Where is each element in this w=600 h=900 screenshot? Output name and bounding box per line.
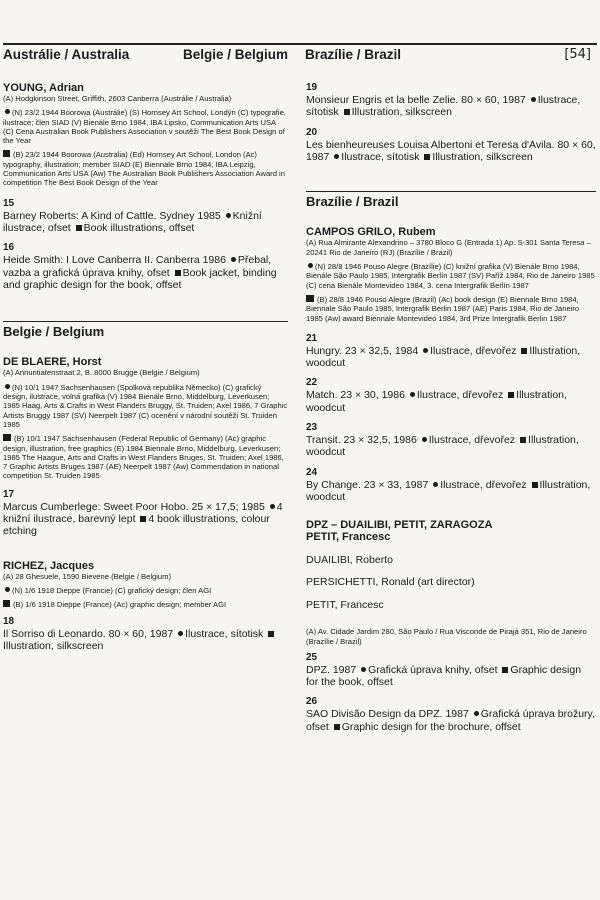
person-name: PERSICHETTI, Ronald (art director) xyxy=(306,576,475,589)
work-entry: Monsieur Engris et la belle Zelie. 80 × 60, 1987 Ilustrace, sítotisk Illustration, silkscreen xyxy=(306,94,581,119)
section-rule xyxy=(306,191,596,192)
bullet-icon xyxy=(474,711,479,716)
work-number: 26 xyxy=(306,696,318,708)
work-number: 22 xyxy=(306,377,318,389)
square-icon xyxy=(424,154,430,160)
square-icon xyxy=(521,348,527,354)
artist-name: YOUNG, Adrian xyxy=(3,82,84,94)
artist-address: (A) 28 Ghesuele, 1590 Bievene (Belgie / Belgium) xyxy=(3,571,172,581)
work-entry: Marcus Cumberlege: Sweet Poor Hobo. 25 × 17,5; 1985 4 knižní ilustrace, barevný lept 4 book illustrations, colour etching xyxy=(3,500,283,538)
artist-name: DPZ – DUAILIBI, PETIT, ZARAGOZA xyxy=(306,519,493,532)
artist-address: (A) Annuntiatenstraat 2, B. 8000 Brugge (Belgie / Belgium) xyxy=(3,368,200,378)
work-entry: Barney Roberts: A Kind of Cattle. Sydney 1985 Knižní ilustrace, ofset Book illustrations, offset xyxy=(3,209,262,234)
bio-czech: (N) 28/8 1946 Pouso Alegre (Brazílie) (C) knižní grafika (V) Bienále Brno 1984, Bienále São Paulo 1985, Intergrafik Berlín 1987 (SV) Paříž 1984, Rio de Janeiro 1985 (C) cena Bienále Montevideo 1984, 3. cena Intergrafik Berlín 1987 xyxy=(306,262,595,290)
square-icon xyxy=(3,600,10,607)
bullet-icon xyxy=(361,667,366,672)
page-number: [54] xyxy=(564,47,591,62)
header-brazil: Brazílie / Brazil xyxy=(305,47,402,62)
artist-address: (A) Rua Almirante Alexandrino – 3780 Bloco G (Entrada 1) Ap. S-301 Santa Teresa – 20241 Rio de Janeiro (RJ) (Brazílie / Brazil) xyxy=(306,238,591,257)
bullet-icon xyxy=(410,392,415,397)
bullet-icon xyxy=(334,154,339,159)
header-belgium: Belgie / Belgium xyxy=(183,47,289,62)
square-icon xyxy=(140,516,146,522)
bio-english: (B) 1/6 1918 Dieppe (France) (Ac) graphic design; member AGI xyxy=(3,600,288,609)
bullet-icon xyxy=(231,257,236,262)
header-australia: Austrálie / Australia xyxy=(3,47,130,62)
bullet-icon xyxy=(226,213,231,218)
person-name: PETIT, Francesc xyxy=(306,598,384,611)
square-icon xyxy=(520,437,526,443)
work-number: 25 xyxy=(306,651,318,663)
work-entry: By Change. 23 × 33, 1987 Ilustrace, dřevořez Illustration, woodcut xyxy=(306,478,591,503)
square-icon xyxy=(344,109,350,115)
bullet-icon xyxy=(178,631,183,636)
work-number: 21 xyxy=(306,332,318,344)
work-entry: Transit. 23 × 32,5, 1986 Ilustrace, dřevořez Illustration, woodcut xyxy=(306,434,579,459)
square-icon xyxy=(502,667,508,673)
square-icon xyxy=(175,270,181,276)
bio-english: (B) 10/1 1947 Sachsenhausen (Federal Republic of Germany) (Ac) graphic design, illustration, free graphics (E) 1984 Biennale Brno, Middelburg, Leverkusen; 1985 The Haague, Arts and Crafts in West Flanders Bruges, St. Truiden; Axel 1986, 7 Graphic Artists Bruges 1987 (AE) Neerpelt 1987 (Aw) Commendation in national competition St. Truiden 1985 xyxy=(3,434,284,481)
person-name: DUAILIBI, Roberto xyxy=(306,553,393,566)
top-rule xyxy=(3,43,597,45)
work-entry: Hungry. 23 × 32,5, 1984 Ilustrace, dřevořez Illustration, woodcut xyxy=(306,344,581,370)
left-column xyxy=(3,82,288,652)
square-icon xyxy=(3,150,10,157)
bullet-icon xyxy=(270,504,275,509)
bullet-icon xyxy=(423,348,428,353)
work-entry: SAO Divisão Design da DPZ. 1987 Grafická úprava brožury, ofset Graphic design for the brochure, offset xyxy=(306,708,595,733)
square-icon xyxy=(334,724,340,730)
page-header xyxy=(3,47,597,67)
square-icon xyxy=(3,434,11,441)
work-number: 17 xyxy=(3,488,15,500)
work-entry: Heide Smith: I Love Canberra II. Canberra 1986 Přebal, vazba a grafická úprava knihy, ofset Book jacket, binding and graphic design for the book, offset xyxy=(3,254,277,291)
work-number: 20 xyxy=(306,126,318,138)
bio-english: (B) 23/2 1944 Boorowa (Australia) (Ed) Hornsey Art School, London (Ac) typography, illustration; member SIAD (E) Biennale Brno 1984, IBA Leipzig, Communication Arts USA (Aw) The Australian Book Publishers Association Award in competition The Best Book Design of the Year xyxy=(3,150,285,188)
work-entry: Les bienheureuses Louisa Albertoni et Teresa d'Avila. 80 × 60, 1987 Ilustrace, sítotisk Illustration, silkscreen xyxy=(306,138,596,163)
bullet-icon xyxy=(531,97,536,102)
square-icon xyxy=(76,225,82,231)
square-icon xyxy=(508,392,514,398)
artist-name-secondary: PETIT, Francesc xyxy=(306,531,391,544)
work-entry: Match. 23 × 30, 1986 Ilustrace, dřevořez Illustration, woodcut xyxy=(306,389,567,414)
work-entry: Il Sorriso di Leonardo. 80 × 60, 1987 Ilustrace, sítotisk Illustration, silkscreen xyxy=(3,628,288,653)
bullet-icon xyxy=(422,437,427,442)
bullet-icon xyxy=(5,587,10,592)
square-icon xyxy=(268,631,274,637)
artist-address: (A) Hodgkinson Street, Griffith, 2603 Canberra (Austrálie / Australia) xyxy=(3,94,232,103)
section-title-brazil: Brazílie / Brazil xyxy=(306,194,399,210)
bio-czech: (N) 10/1 1947 Sachsenhausen (Spolková republika Německo) (C) grafický design, ilustrace, volná grafika (V) 1984 Bienále Brno, Middelburg, Leverkusen; 1985 Haag, Arts & Crafts in West Flanders Bruggy, St. Truiden; Axel 1986, 7 Graphic Artists Bruggy 1987 (SV) Neerpelt 1987 (C) ocenění v národní soutěži St. Truiden 1985 xyxy=(3,382,288,429)
bullet-icon xyxy=(308,263,313,268)
work-number: 19 xyxy=(306,82,318,93)
section-title-belgium: Belgie / Belgium xyxy=(3,324,105,340)
bullet-icon xyxy=(5,109,10,114)
square-icon xyxy=(306,295,314,302)
work-number: 16 xyxy=(3,242,15,254)
work-number: 24 xyxy=(306,466,318,478)
work-number: 18 xyxy=(3,615,15,627)
artist-address: (A) Av. Cidade Jardim 280, São Paulo / Rua Visconde de Pirajá 351, Rio de Janeiro (Brazílie / Brazil) xyxy=(306,627,587,646)
bio-english: (B) 28/8 1946 Pouso Alegre (Brazil) (Ac) book design (E) Biennale Brno 1984, Biennale São Paulo 1985, Intergrafik Berlin 1987 (AE) Paris 1984, Rio de Janeiro 1985 (Aw) award Biennale Montevideo 1984, 3rd Prize Intergrafik Berlin 1987 xyxy=(306,294,580,323)
work-entry: DPZ. 1987 Grafická úprava knihy, ofset Graphic design for the book, offset xyxy=(306,663,582,689)
right-column xyxy=(306,82,596,733)
bio-czech: (N) 1/6 1918 Dieppe (Francie) (C) grafický design; člen AGI xyxy=(3,586,288,595)
artist-name: CAMPOS GRILO, Rubem xyxy=(306,226,436,239)
work-number: 15 xyxy=(3,197,15,209)
artist-name: RICHEZ, Jacques xyxy=(3,559,95,572)
bullet-icon xyxy=(5,384,10,389)
section-rule xyxy=(3,321,288,322)
work-number: 23 xyxy=(306,422,318,434)
square-icon xyxy=(532,482,538,488)
bullet-icon xyxy=(433,482,438,487)
artist-name: DE BLAERE, Horst xyxy=(3,356,102,369)
bio-czech: (N) 23/2 1944 Boorowa (Austrálie) (S) Hornsey Art School, Londýn (C) typografie, ilustrace; člen SIAD (V) Bienále Brno 1984, IBA Lipsko, Communication Arts USA (C) Cena Australian Book Publishers Association v soutěži The Best Book Design of the Year xyxy=(3,108,286,146)
